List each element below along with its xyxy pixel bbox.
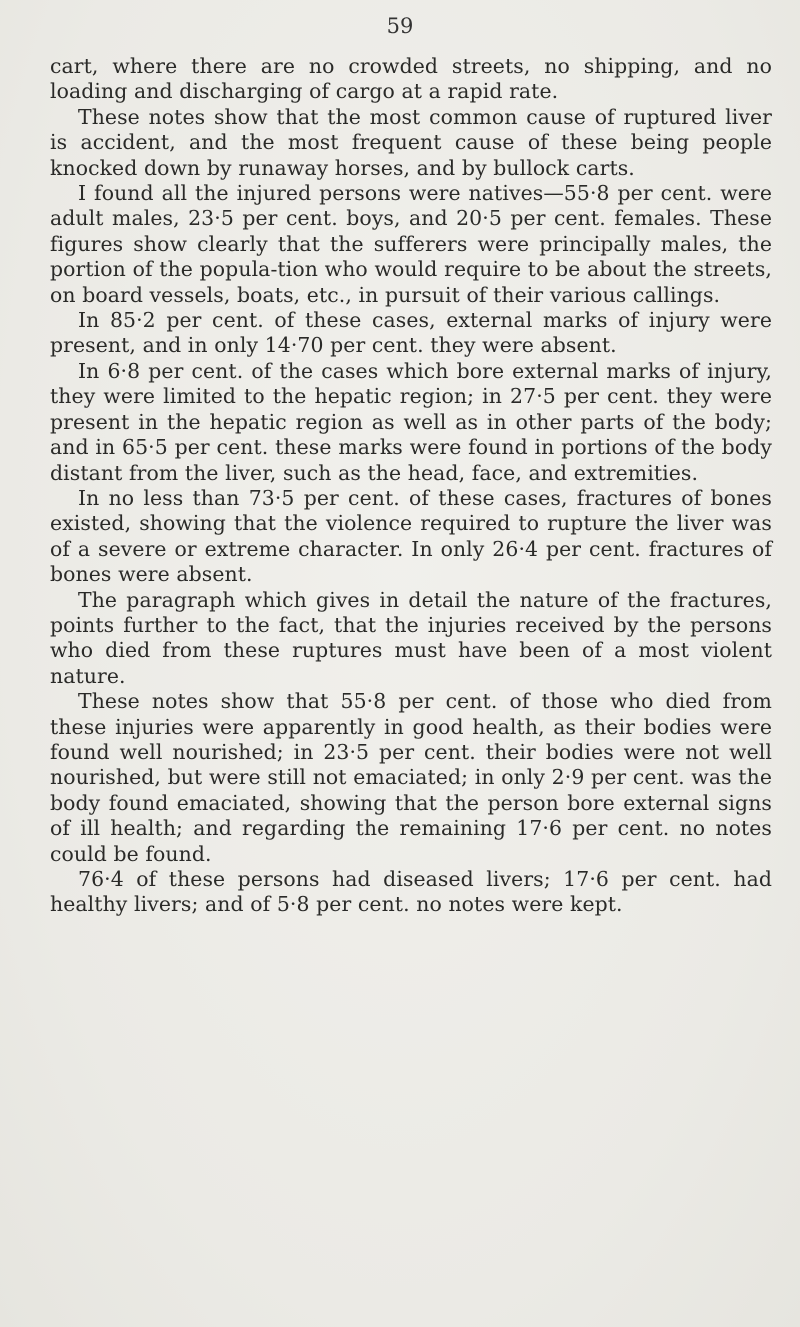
paragraph-fracture-details: The paragraph which gives in detail the nature of the fractures, points further to the fact, that the injuries received by the persons who died from these ruptures must have been of a most violent nature.: [50, 587, 772, 688]
paragraph-health-condition: These notes show that 55·8 per cent. of those who died from these injuries were apparently in good health, as their bodies were found well nourished; in 23·5 per cent. their bodies were not well nourished, but were still not emaciated; in only 2·9 per cent. was the body found emaciated, showing that the person bore external signs of ill health; and regarding the remaining 17·6 per cent. no notes could be found.: [50, 689, 772, 866]
paragraph-external-marks: In 85·2 per cent. of these cases, external marks of injury were present, and in only 14·70 per cent. they were absent.: [50, 308, 772, 358]
page-number: 59: [386, 14, 414, 38]
paragraph-hepatic-region: In 6·8 per cent. of the cases which bore external marks of injury, they were limited to the hepatic region; in 27·5 per cent. they were present in the hepatic region as well as in other parts of the body; and in 65·5 per cent. these marks were found in portions of the body distant from the liver, such as the head, face, and extremities.: [50, 358, 772, 485]
paragraph-continuation: cart, where there are no crowded streets, no shipping, and no loading and discharging of cargo at a rapid rate.: [50, 54, 772, 104]
body-text: [50, 54, 772, 918]
paragraph-accident-cause: These notes show that the most common cause of ruptured liver is accident, and the most frequent cause of these being people knocked down by runaway horses, and by bullock carts.: [50, 104, 772, 180]
paragraph-injured-natives: I found all the injured persons were natives—55·8 per cent. were adult males, 23·5 per cent. boys, and 20·5 per cent. females. These figures show clearly that the sufferers were principally males, the portion of the popula-tion who would require to be about the streets, on board vessels, boats, etc., in pursuit of their various callings.: [50, 181, 772, 307]
paragraph-fractures: In no less than 73·5 per cent. of these cases, fractures of bones existed, showing that the violence required to rupture the liver was of a severe or extreme character. In only 26·4 per cent. fractures of bones were absent.: [50, 485, 772, 587]
paragraph-diseased-livers: 76·4 of these persons had diseased livers; 17·6 per cent. had healthy livers; and of 5·8 per cent. no notes were kept.: [50, 867, 772, 917]
